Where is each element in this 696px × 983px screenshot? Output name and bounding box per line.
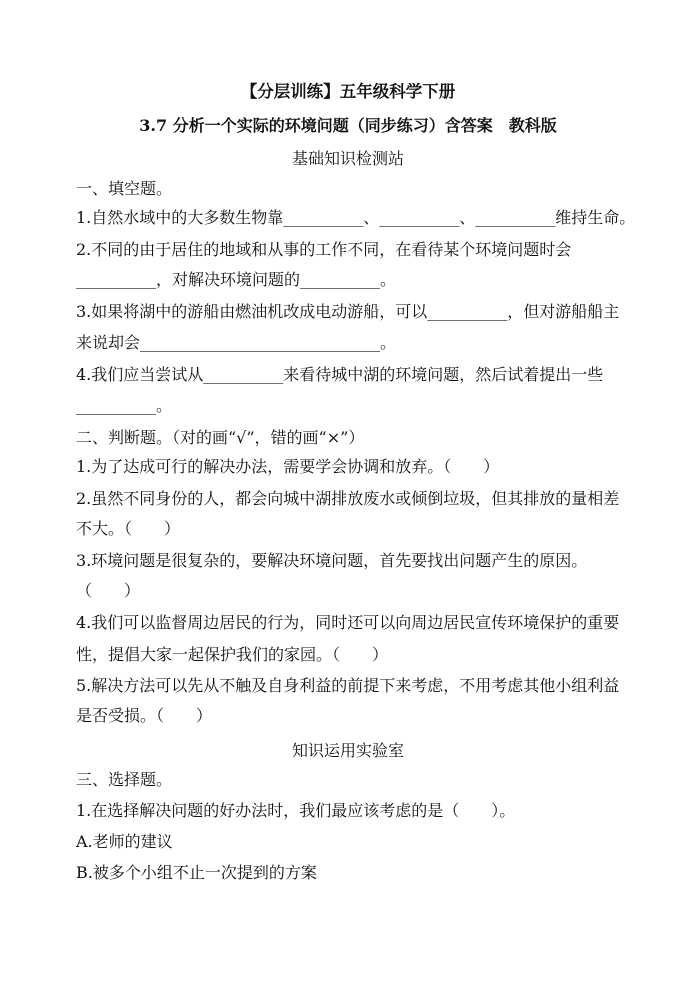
judge-line: 2.虽然不同身份的人，都会向城中湖排放废水或倾倒垃圾，但其排放的量相差 [76,489,620,508]
judge-line: 1.为了达成可行的解决办法，需要学会协调和放弃。（ ） [76,457,500,476]
fill-blank-line: 2.不同的由于居住的地域和从事的工作不同，在看待某个环境问题时会 [76,240,572,259]
document-subtitle: 3.7 分析一个实际的环境问题（同步练习）含答案 教科版 [139,116,557,135]
judge-line: 是否受损。（ ） [76,706,213,725]
choice-heading: 三、选择题。 [76,770,173,789]
judge-heading: 二、判断题。（对的画“√”，错的画“×”） [76,428,365,447]
judge-line: 不大。（ ） [76,519,181,538]
fill-blank-line: 3.如果将湖中的游船由燃油机改成电动游船，可以__________，但对游船船主 [76,302,620,321]
fill-blank-line: __________，对解决环境问题的__________。 [76,270,397,289]
document-title: 【分层训练】五年级科学下册 [240,82,456,101]
section-title-basic: 基础知识检测站 [291,149,404,168]
fill-blank-line: 来说却会______________________________。 [76,333,397,352]
section-title-application: 知识运用实验室 [291,741,404,760]
fill-blank-line: 4.我们应当尝试从__________来看待城中湖的环境问题，然后试着提出一些 [76,365,604,384]
choice-option: A.老师的建议 [76,832,173,851]
judge-line: 3.环境问题是很复杂的，要解决环境问题，首先要找出问题产生的原因。 [76,551,588,570]
judge-line: （ ） [76,581,141,600]
judge-line: 性，提倡大家一起保护我们的家园。（ ） [76,645,389,664]
judge-line: 4.我们可以监督周边居民的行为，同时还可以向周边居民宣传环境保护的重要 [76,613,620,632]
fill-blank-line: __________。 [76,396,173,415]
fill-blank-heading: 一、填空题。 [76,179,173,198]
judge-line: 5.解决方法可以先从不触及自身利益的前提下来考虑，不用考虑其他小组利益 [76,676,620,695]
choice-option: B.被多个小组不止一次提到的方案 [76,863,317,882]
choice-line: 1.在选择解决问题的好办法时，我们最应该考虑的是（ ）。 [76,801,516,820]
fill-blank-line: 1.自然水域中的大多数生物靠__________、__________、__________维持生命。 [76,208,636,227]
